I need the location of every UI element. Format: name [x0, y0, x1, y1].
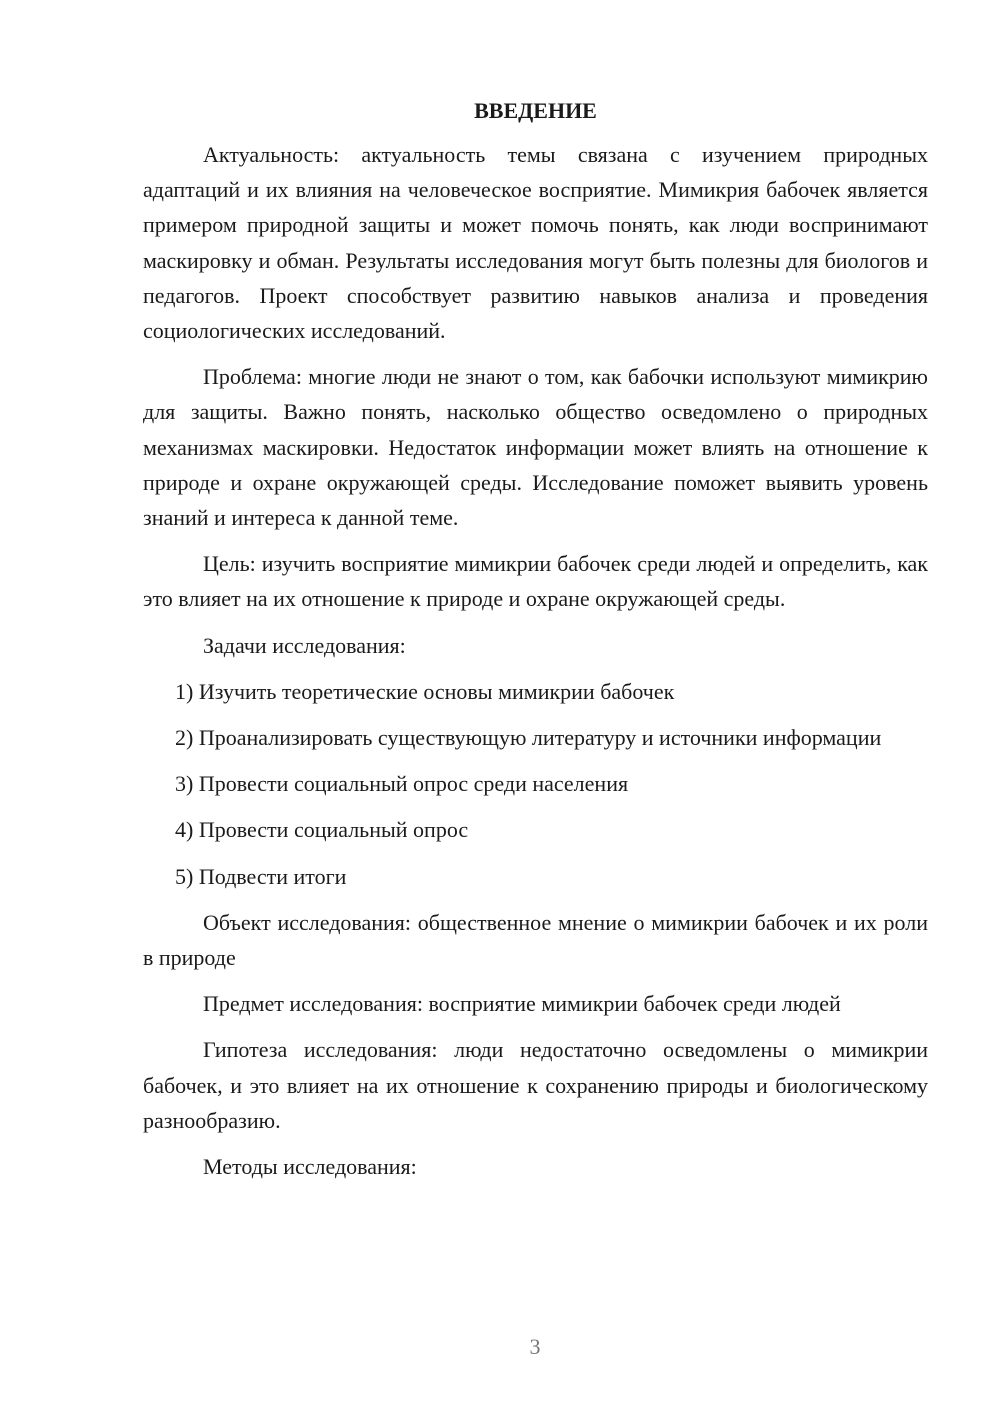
task-item: 4) Провести социальный опрос — [175, 817, 469, 843]
object-paragraph: Объект исследования: общественное мнение о мимикрии бабочек и их роли в природе — [143, 909, 928, 971]
task-item: 3) Провести социальный опрос среди населения — [175, 771, 629, 797]
problem-paragraph: Проблема: многие люди не знают о том, как бабочки используют мимикрию для защиты. Важно понять, насколько общество осведомлено о природных механизмах маскировки. Недостаток информации может влиять на отношение к природе и охране окружающей среды. Исследование поможет выявить уровень знаний и интереса к данной теме. — [143, 364, 928, 531]
document-page — [143, 96, 928, 1195]
page-number: 3 — [529, 1334, 541, 1359]
goal-paragraph: Цель: изучить восприятие мимикрии бабочек среди людей и определить, как это влияет на их отношение к природе и охране окружающей среды. — [143, 551, 928, 612]
task-item: 2) Проанализировать существующую литературу и источники информации — [175, 725, 882, 751]
task-item: 1) Изучить теоретические основы мимикрии бабочек — [175, 678, 675, 704]
task-item: 5) Подвести итоги — [175, 863, 347, 889]
relevance-paragraph: Актуальность: актуальность темы связана с изучением природных адаптаций и их влияния на человеческое восприятие. Мимикрия бабочек является примером природной защиты и может помочь понять, как люди воспринимают маскировку и обман. Результаты исследования могут быть полезны для биологов и педагогов. Проект способствует развитию навыков анализа и проведения социологических исследований. — [143, 142, 928, 344]
subject-paragraph: Предмет исследования: восприятие мимикрии бабочек среди людей — [203, 991, 841, 1017]
hypothesis-paragraph: Гипотеза исследования: люди недостаточно осведомлены о мимикрии бабочек, и это влияет на их отношение к сохранению природы и биологическому разнообразию. — [143, 1037, 928, 1133]
methods-heading: Методы исследования: — [203, 1154, 417, 1180]
section-title: ВВЕДЕНИЕ — [474, 98, 597, 123]
tasks-heading: Задачи исследования: — [203, 632, 406, 658]
